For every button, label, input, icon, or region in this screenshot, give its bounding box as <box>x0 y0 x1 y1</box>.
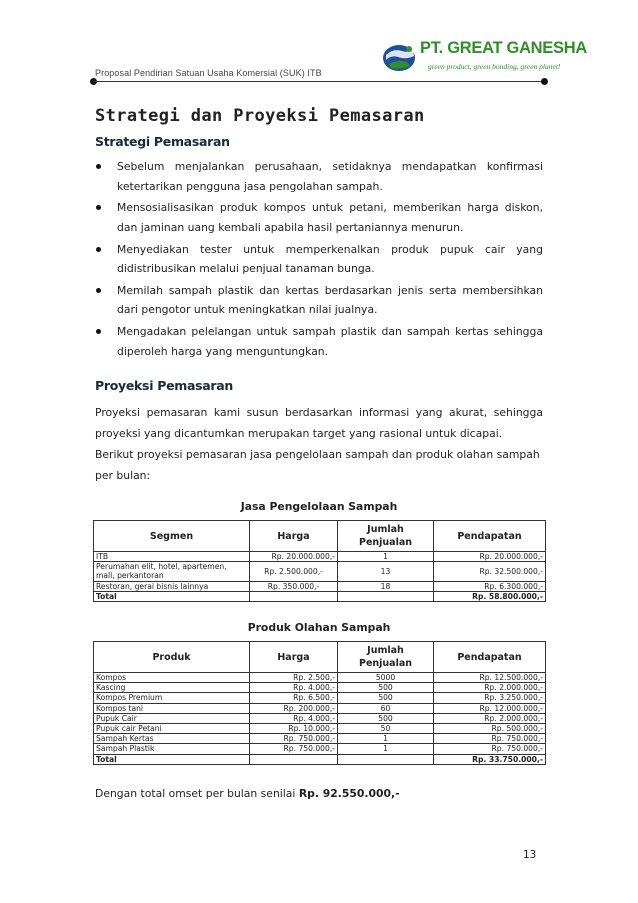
column-header: Produk <box>94 642 250 673</box>
empty-cell <box>250 754 338 764</box>
header-line-dot-right <box>541 78 548 85</box>
total-value: Rp. 33.750.000,- <box>434 754 546 764</box>
service-projection-table <box>93 520 546 602</box>
cell-qty: 18 <box>338 581 434 591</box>
company-logo <box>380 38 587 80</box>
globe-logo-icon <box>380 40 420 74</box>
header-label: Proposal Pendirian Satuan Usaha Komersial (SUK) ITB <box>95 68 322 78</box>
list-item: Mensosialisasikan produk kompos untuk petani, memberikan harga diskon, dan jaminan uang kembali apabila hasil pertaniannya menurun. <box>95 198 543 237</box>
table-row <box>94 734 546 744</box>
column-header: Harga <box>250 642 338 673</box>
column-header: Jumlah Penjualan <box>338 521 434 552</box>
cell-income: Rp. 12.500.000,- <box>434 673 546 683</box>
cell-qty: 50 <box>338 724 434 734</box>
cell-product: Kompos tani <box>94 703 250 713</box>
summary-text: Dengan total omset per bulan senilai <box>95 787 296 800</box>
cell-income: Rp. 6.300.000,- <box>434 581 546 591</box>
cell-price: Rp. 10.000,- <box>250 724 338 734</box>
cell-segment: Restoran, gerai bisnis lainnya <box>94 581 250 591</box>
cell-price: Rp. 4.000,- <box>250 713 338 723</box>
cell-price: Rp. 750.000,- <box>250 744 338 754</box>
table-row <box>94 683 546 693</box>
table-row <box>94 562 546 581</box>
total-value: Rp. 58.800.000,- <box>434 591 546 601</box>
cell-qty: 60 <box>338 703 434 713</box>
table-total-row <box>94 754 546 764</box>
empty-cell <box>250 591 338 601</box>
cell-price: Rp. 6.500,- <box>250 693 338 703</box>
column-header: Pendapatan <box>434 642 546 673</box>
page-number: 13 <box>523 849 537 861</box>
cell-qty: 1 <box>338 734 434 744</box>
table-row <box>94 724 546 734</box>
cell-price: Rp. 20.000.000,- <box>250 552 338 562</box>
table-row <box>94 744 546 754</box>
total-label: Total <box>94 754 250 764</box>
list-item: Sebelum menjalankan perusahaan, setidaknya mendapatkan konfirmasi ketertarikan pengguna jasa pengolahan sampah. <box>95 157 543 196</box>
cell-segment: Perumahan elit, hotel, apartemen, mall, perkantoran <box>94 562 250 581</box>
paragraph: Proyeksi pemasaran kami susun berdasarkan informasi yang akurat, sehingga proyeksi yang dicantumkan merupakan target yang rasional untuk dicapai. <box>95 406 543 440</box>
cell-price: Rp. 750.000,- <box>250 734 338 744</box>
table-title-produk: Produk Olahan Sampah <box>247 621 391 634</box>
cell-income: Rp. 12.000.000,- <box>434 703 546 713</box>
paragraph: Berikut proyeksi pemasaran jasa pengelolaan sampah dan produk olahan sampah per bulan: <box>95 448 540 482</box>
page-title: Strategi dan Proyeksi Pemasaran <box>95 106 425 126</box>
empty-cell <box>338 754 434 764</box>
table-header-row <box>94 521 546 552</box>
column-header: Pendapatan <box>434 521 546 552</box>
list-item: Memilah sampah plastik dan kertas berdasarkan jenis serta membersihkan dari pengotor untuk meningkatkan nilai jualnya. <box>95 281 543 320</box>
cell-income: Rp. 32.500.000,- <box>434 562 546 581</box>
cell-qty: 1 <box>338 744 434 754</box>
table-title-jasa: Jasa Pengelolaan Sampah <box>240 500 398 513</box>
product-projection-table <box>93 641 546 765</box>
logo-tagline: green product, green bonding, green planet! <box>428 62 561 71</box>
cell-price: Rp. 350.000,- <box>250 581 338 591</box>
cell-product: Pupuk cair Petani <box>94 724 250 734</box>
table-row <box>94 581 546 591</box>
cell-qty: 500 <box>338 683 434 693</box>
cell-income: Rp. 500.000,- <box>434 724 546 734</box>
cell-income: Rp. 2.000.000,- <box>434 683 546 693</box>
cell-qty: 13 <box>338 562 434 581</box>
cell-product: Pupuk Cair <box>94 713 250 723</box>
table-row <box>94 693 546 703</box>
empty-cell <box>338 591 434 601</box>
cell-income: Rp. 3.250.000,- <box>434 693 546 703</box>
cell-product: Kompos <box>94 673 250 683</box>
table-total-row <box>94 591 546 601</box>
section-heading-strategi: Strategi Pemasaran <box>95 134 230 149</box>
table-row <box>94 703 546 713</box>
cell-qty: 1 <box>338 552 434 562</box>
table-row <box>94 552 546 562</box>
table-row <box>94 673 546 683</box>
omset-summary <box>95 787 400 800</box>
section-heading-proyeksi: Proyeksi Pemasaran <box>95 378 234 393</box>
cell-product: Kascing <box>94 683 250 693</box>
logo-name: PT. GREAT GANESHA <box>420 39 587 57</box>
column-header: Jumlah Penjualan <box>338 642 434 673</box>
projection-paragraphs <box>95 402 543 486</box>
strategy-bullet-list <box>95 157 543 363</box>
cell-price: Rp. 2.500,- <box>250 673 338 683</box>
cell-segment: ITB <box>94 552 250 562</box>
cell-product: Kompos Premium <box>94 693 250 703</box>
total-label: Total <box>94 591 250 601</box>
column-header: Harga <box>250 521 338 552</box>
header-divider <box>93 81 545 82</box>
cell-qty: 5000 <box>338 673 434 683</box>
list-item: Mengadakan pelelangan untuk sampah plastik dan sampah kertas sehingga diperoleh harga yang menguntungkan. <box>95 322 543 361</box>
cell-product: Sampah Plastik <box>94 744 250 754</box>
cell-qty: 500 <box>338 693 434 703</box>
cell-price: Rp. 200.000,- <box>250 703 338 713</box>
table-row <box>94 713 546 723</box>
cell-price: Rp. 2.500.000,- <box>250 562 338 581</box>
cell-income: Rp. 20.000.000,- <box>434 552 546 562</box>
cell-income: Rp. 750.000,- <box>434 744 546 754</box>
cell-product: Sampah Kertas <box>94 734 250 744</box>
cell-income: Rp. 750.000,- <box>434 734 546 744</box>
column-header: Segmen <box>94 521 250 552</box>
cell-price: Rp. 4.000,- <box>250 683 338 693</box>
cell-income: Rp. 2.000.000,- <box>434 713 546 723</box>
summary-value: Rp. 92.550.000,- <box>298 787 400 800</box>
list-item: Menyediakan tester untuk memperkenalkan produk pupuk cair yang didistribusikan melalui penjual tanaman bunga. <box>95 240 543 279</box>
table-header-row <box>94 642 546 673</box>
cell-qty: 500 <box>338 713 434 723</box>
